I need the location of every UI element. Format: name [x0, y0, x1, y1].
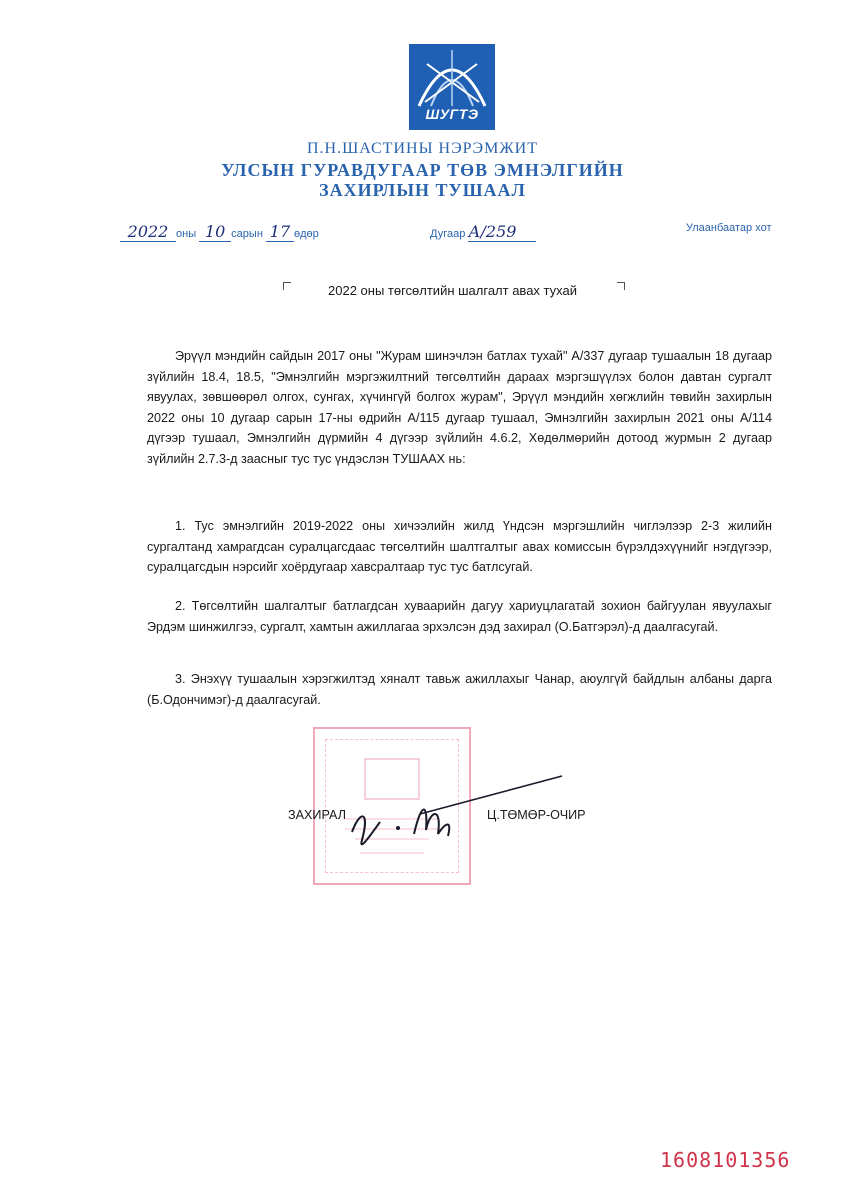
month-value: 10 [199, 222, 231, 242]
month-label: сарын [231, 228, 263, 240]
order-item-3 [147, 669, 772, 710]
year-value: 2022 [120, 222, 176, 242]
subject-corner-left [283, 282, 291, 290]
signatory-title: ЗАХИРАЛ [288, 808, 346, 822]
subject-corner-right [617, 282, 625, 290]
city: Улаанбаатар хот [686, 222, 772, 234]
header-line-1: П.Н.ШАСТИНЫ НЭРЭМЖИТ [307, 140, 538, 157]
header-line-3: ЗАХИРЛЫН ТУШААЛ [319, 180, 526, 200]
day-label: өдөр [293, 228, 319, 240]
order-subject: 2022 оны төгсөлтийн шалгалт авах тухай [328, 283, 577, 298]
date-line [120, 222, 319, 242]
number-value: А/259 [468, 222, 536, 242]
hospital-logo [409, 44, 495, 130]
number-label: Дугаар [430, 228, 466, 240]
paragraph-text: 1. Тус эмнэлгийн 2019-2022 оны хичээлийн жилд Үндсэн мэргэшлийн чиглэлээр 2-3 жилийн сургалтанд хамрагдсан суралцагсдаас төгсөлтийн шалтгалтыг авах комиссын бүрэлдэхүүнийг нэгдүгээр, суралцагсдын нэрсийг хоёрдугаар хавсралтаар тус тус батлсугай. [147, 519, 772, 574]
order-item-2 [147, 596, 772, 637]
signatory-name: Ц.ТӨМӨР-ОЧИР [487, 808, 586, 822]
logo-text: ШУГТЭ [425, 106, 479, 122]
number-line [430, 222, 536, 242]
order-item-1 [147, 516, 772, 578]
year-label: оны [176, 228, 197, 240]
document-serial-number: 1608101356 [660, 1148, 791, 1172]
day-value: 17 [266, 222, 294, 242]
paragraph-text: 2. Төгсөлтийн шалгалтыг батлагдсан хуваарийн дагуу хариуцлагатай зохион байгуулан явуулахыг Эрдэм шинжилгээ, сургалт, хамтын ажиллагаа эрхэлсэн дэд захирал (О.Батгэрэл)-д даалгасугай. [147, 599, 772, 634]
paragraph-text: 3. Энэхүү тушаалын хэрэгжилтэд хяналт тавьж ажиллахыг Чанар, аюулгүй байдлын албаны дарга (Б.Одончимэг)-д даалгасугай. [147, 672, 772, 707]
paragraph-text: Эрүүл мэндийн сайдын 2017 оны "Журам шинэчлэн батлах тухай" А/337 дугаар тушаалын 18 дугаар зүйлийн 18.4, 18.5, "Эмнэлгийн мэргэжилтний төгсөлтийн дараах мэргэшүүлэх болон давтан сургалт явуулах, зөвшөөрөл олгох, сунгах, хүчингүй болгох журам", Эрүүл мэндийн хөгжлийн төвийн захирлын 2022 оны 10 дугаар сарын 17-ны өдрийн А/115 дугаар тушаал, Эмнэлгийн захирлын 2021 оны А/114 дүгээр тушаал, Эмнэлгийн дүрмийн 4 дүгээр зүйлийн 4.6.2, Хөдөлмөрийн дотоод журмын 2 дугаар зүйлийн 2.7.3-д заасныг тус тус үндэслэн ТУШААХ нь: [147, 349, 772, 466]
header-line-2: УЛСЫН ГУРАВДУГААР ТӨВ ЭМНЭЛГИЙН [221, 160, 624, 180]
preamble-paragraph [147, 346, 772, 469]
